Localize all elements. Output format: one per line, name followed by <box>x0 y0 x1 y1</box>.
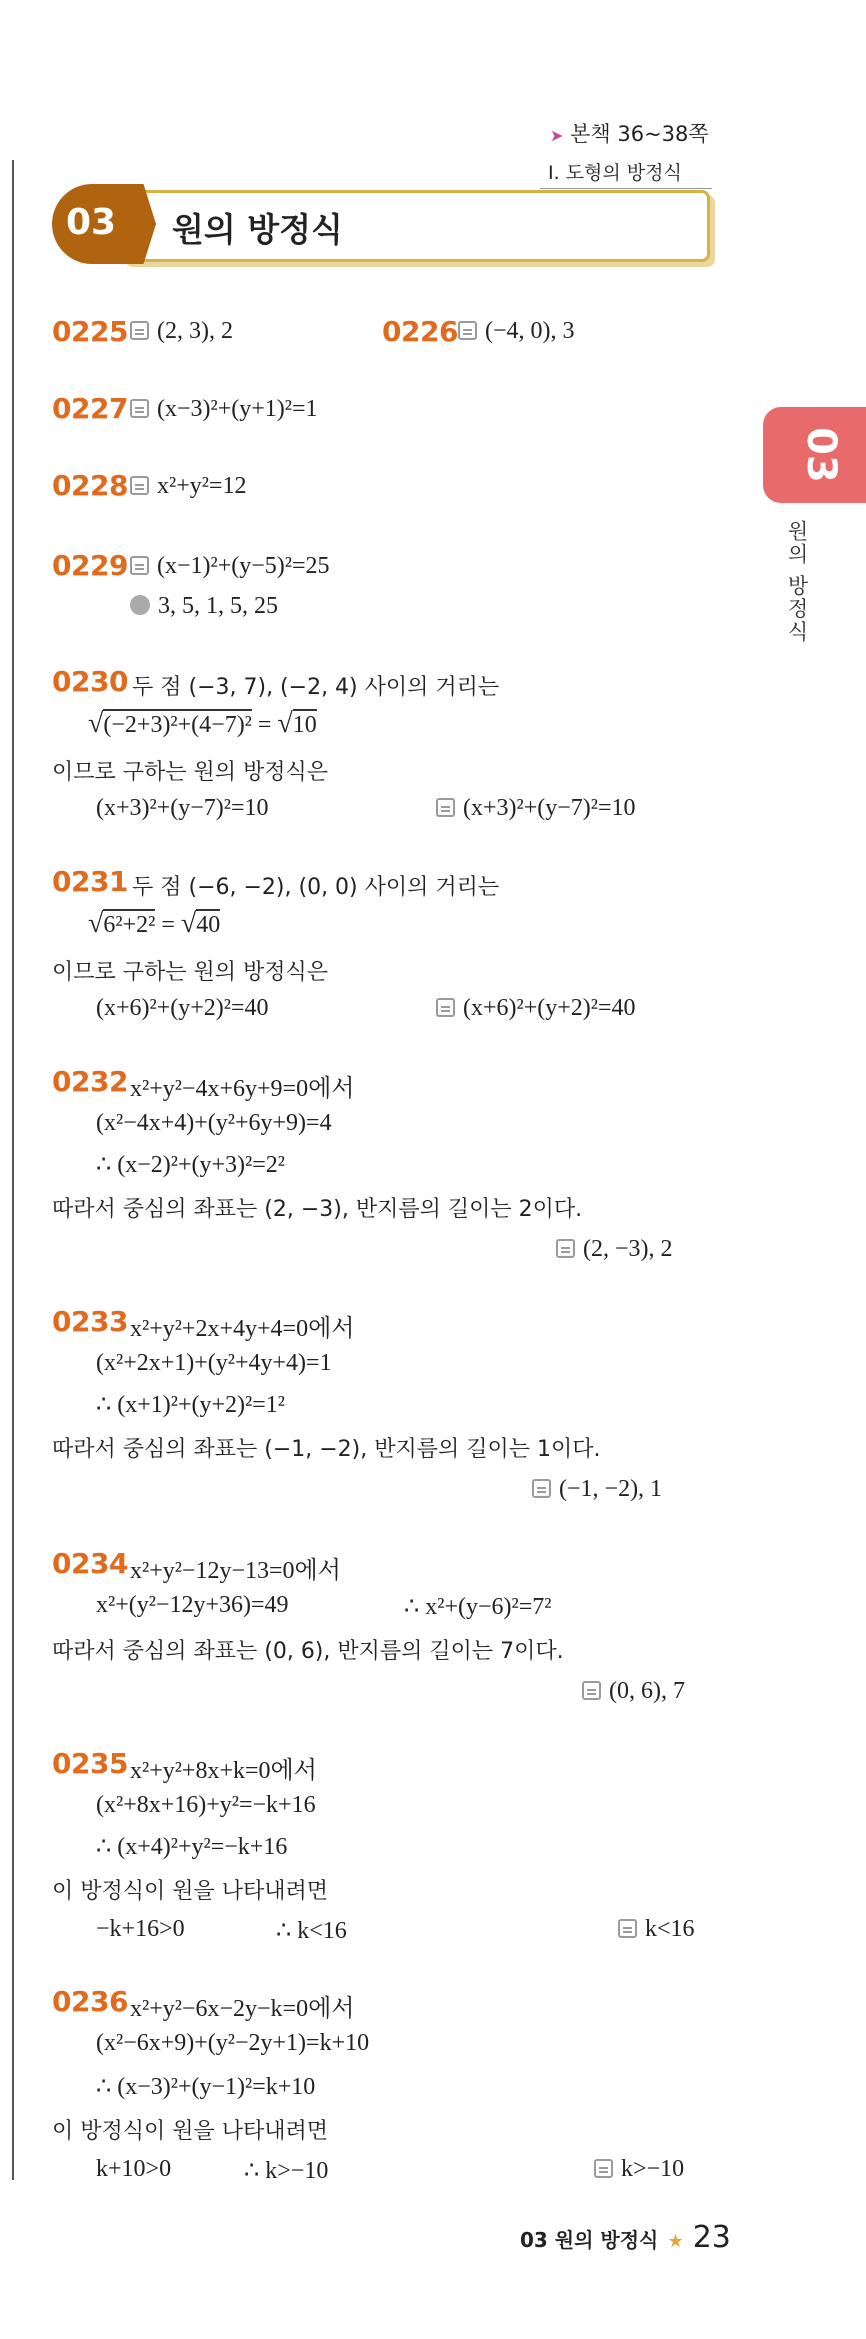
chapter-number: 03 <box>66 202 117 243</box>
solution-line: 따라서 중심의 좌표는 (−1, −2), 반지름의 길이는 1이다. <box>52 1437 601 1462</box>
solution-line: 두 점 (−6, −2), (0, 0) 사이의 거리는 <box>132 875 500 900</box>
solution-line: x²+(y²−12y+36)=49 <box>96 1592 289 1618</box>
sqrt-value: 10 <box>293 709 317 739</box>
answer <box>130 553 330 580</box>
answer-icon <box>582 1681 601 1700</box>
book-reference <box>550 118 709 148</box>
answer-icon <box>618 1919 637 1938</box>
problem-number: 0232 <box>52 1065 128 1098</box>
answer <box>130 318 233 345</box>
answer-text: (−4, 0), 3 <box>485 318 575 344</box>
answer-icon <box>130 556 149 575</box>
solution-line: (x²+2x+1)+(y²+4y+4)=1 <box>96 1350 332 1376</box>
solution-line: 따라서 중심의 좌표는 (2, −3), 반지름의 길이는 2이다. <box>52 1197 583 1222</box>
footer-label: 03 원의 방정식 <box>520 2228 659 2252</box>
answer-text: x²+y²=12 <box>157 473 247 499</box>
left-margin-rule <box>12 160 14 2180</box>
problem-number: 0229 <box>52 549 128 582</box>
chapter-banner <box>52 184 707 264</box>
chat-bubble-icon <box>130 595 150 615</box>
solution-line: 따라서 중심의 좌표는 (0, 6), 반지름의 길이는 7이다. <box>52 1639 564 1664</box>
solution-line: x²+y²+2x+4y+4=0에서 <box>130 1316 355 1342</box>
solution-line: ∴ (x+1)²+(y+2)²=1² <box>96 1392 285 1418</box>
answer <box>458 318 575 345</box>
problem-number: 0231 <box>52 865 128 898</box>
answer <box>582 1678 685 1705</box>
answer-text: (2, 3), 2 <box>157 318 233 344</box>
answer-text: (0, 6), 7 <box>609 1678 685 1704</box>
answer-icon <box>436 998 455 1017</box>
solution-line: ∴ k>−10 <box>244 2158 329 2184</box>
solution-line: √(−2+3)²+(4−7)² = √10 <box>88 708 317 739</box>
solution-line: ∴ (x−3)²+(y−1)²=k+10 <box>96 2074 316 2100</box>
problem-number: 0225 <box>52 315 128 348</box>
arrow-icon: ➤ <box>550 126 564 145</box>
solution-line: ∴ k<16 <box>276 1918 347 1944</box>
solution-line: ∴ x²+(y−6)²=7² <box>404 1594 552 1620</box>
answer-text: (x+3)²+(y−7)²=10 <box>463 795 636 821</box>
answer-text: (−1, −2), 1 <box>559 1476 663 1502</box>
solution-line: (x²+8x+16)+y²=−k+16 <box>96 1792 316 1818</box>
side-tab <box>763 407 866 503</box>
fill-in-answers <box>130 593 278 620</box>
solution-line: 두 점 (−3, 7), (−2, 4) 사이의 거리는 <box>132 675 500 700</box>
problem-number: 0233 <box>52 1305 128 1338</box>
solution-line: (x+3)²+(y−7)²=10 <box>96 795 269 821</box>
solution-line: 이므로 구하는 원의 방정식은 <box>52 760 329 785</box>
problem-number: 0236 <box>52 1985 128 2018</box>
answer-text: (x−1)²+(y−5)²=25 <box>157 553 330 579</box>
page-number: 23 <box>692 2220 731 2255</box>
sqrt-expression: 6²+2² <box>103 909 155 939</box>
answer <box>130 396 318 423</box>
solution-line: x²+y²−4x+6y+9=0에서 <box>130 1076 355 1102</box>
answer <box>436 795 636 822</box>
answer-icon <box>436 798 455 817</box>
problem-number: 0228 <box>52 469 128 502</box>
solution-line: (x+6)²+(y+2)²=40 <box>96 995 269 1021</box>
solution-line: (x²−4x+4)+(y²+6y+9)=4 <box>96 1110 332 1136</box>
answer-icon <box>556 1239 575 1258</box>
answer-icon <box>532 1479 551 1498</box>
solution-line: 이 방정식이 원을 나타내려면 <box>52 1879 329 1904</box>
solution-line: x²+y²+8x+k=0에서 <box>130 1758 317 1784</box>
solution-line: 이 방정식이 원을 나타내려면 <box>52 2119 329 2144</box>
answer <box>594 2156 684 2183</box>
answer <box>618 1916 695 1943</box>
chapter-title: 원의 방정식 <box>172 210 343 249</box>
problem-number: 0234 <box>52 1547 128 1580</box>
answer-icon <box>130 321 149 340</box>
problem-number: 0235 <box>52 1747 128 1780</box>
answer <box>130 473 246 500</box>
solution-line: x²+y²−12y−13=0에서 <box>130 1558 341 1584</box>
problem-number: 0226 <box>382 315 458 348</box>
fill-in-text: 3, 5, 1, 5, 25 <box>158 593 278 619</box>
answer-icon <box>130 399 149 418</box>
answer <box>556 1236 673 1263</box>
sqrt-value: 40 <box>196 909 220 939</box>
solution-line: k+10>0 <box>96 2156 172 2182</box>
answer-icon <box>130 476 149 495</box>
problem-number: 0230 <box>52 665 128 698</box>
solution-line: x²+y²−6x−2y−k=0에서 <box>130 1996 355 2022</box>
side-tab-title: 원의 방정식 <box>785 520 809 644</box>
solution-line: ∴ (x−2)²+(y+3)²=2² <box>96 1152 285 1178</box>
side-tab-number: 03 <box>797 427 844 483</box>
solution-line: (x²−6x+9)+(y²−2y+1)=k+10 <box>96 2030 370 2056</box>
sqrt-expression: (−2+3)²+(4−7)² <box>103 709 252 739</box>
solution-line: −k+16>0 <box>96 1916 185 1942</box>
star-icon: ★ <box>667 2231 684 2252</box>
book-reference-text: 본책 36~38쪽 <box>570 122 709 146</box>
answer <box>436 995 636 1022</box>
solution-line: ∴ (x+4)²+y²=−k+16 <box>96 1834 288 1860</box>
answer-icon <box>458 321 477 340</box>
answer-icon <box>594 2159 613 2178</box>
solution-line: 이므로 구하는 원의 방정식은 <box>52 960 329 985</box>
problem-number: 0227 <box>52 392 128 425</box>
solution-line: √6²+2² = √40 <box>88 908 221 939</box>
answer-text: (2, −3), 2 <box>583 1236 673 1262</box>
answer <box>532 1476 662 1503</box>
answer-text: k<16 <box>645 1916 695 1942</box>
answer-text: (x+6)²+(y+2)²=40 <box>463 995 636 1021</box>
answer-text: k>−10 <box>621 2156 685 2182</box>
section-label: Ⅰ. 도형의 방정식 <box>548 162 682 184</box>
footer <box>520 2220 731 2255</box>
answer-text: (x−3)²+(y+1)²=1 <box>157 396 318 422</box>
